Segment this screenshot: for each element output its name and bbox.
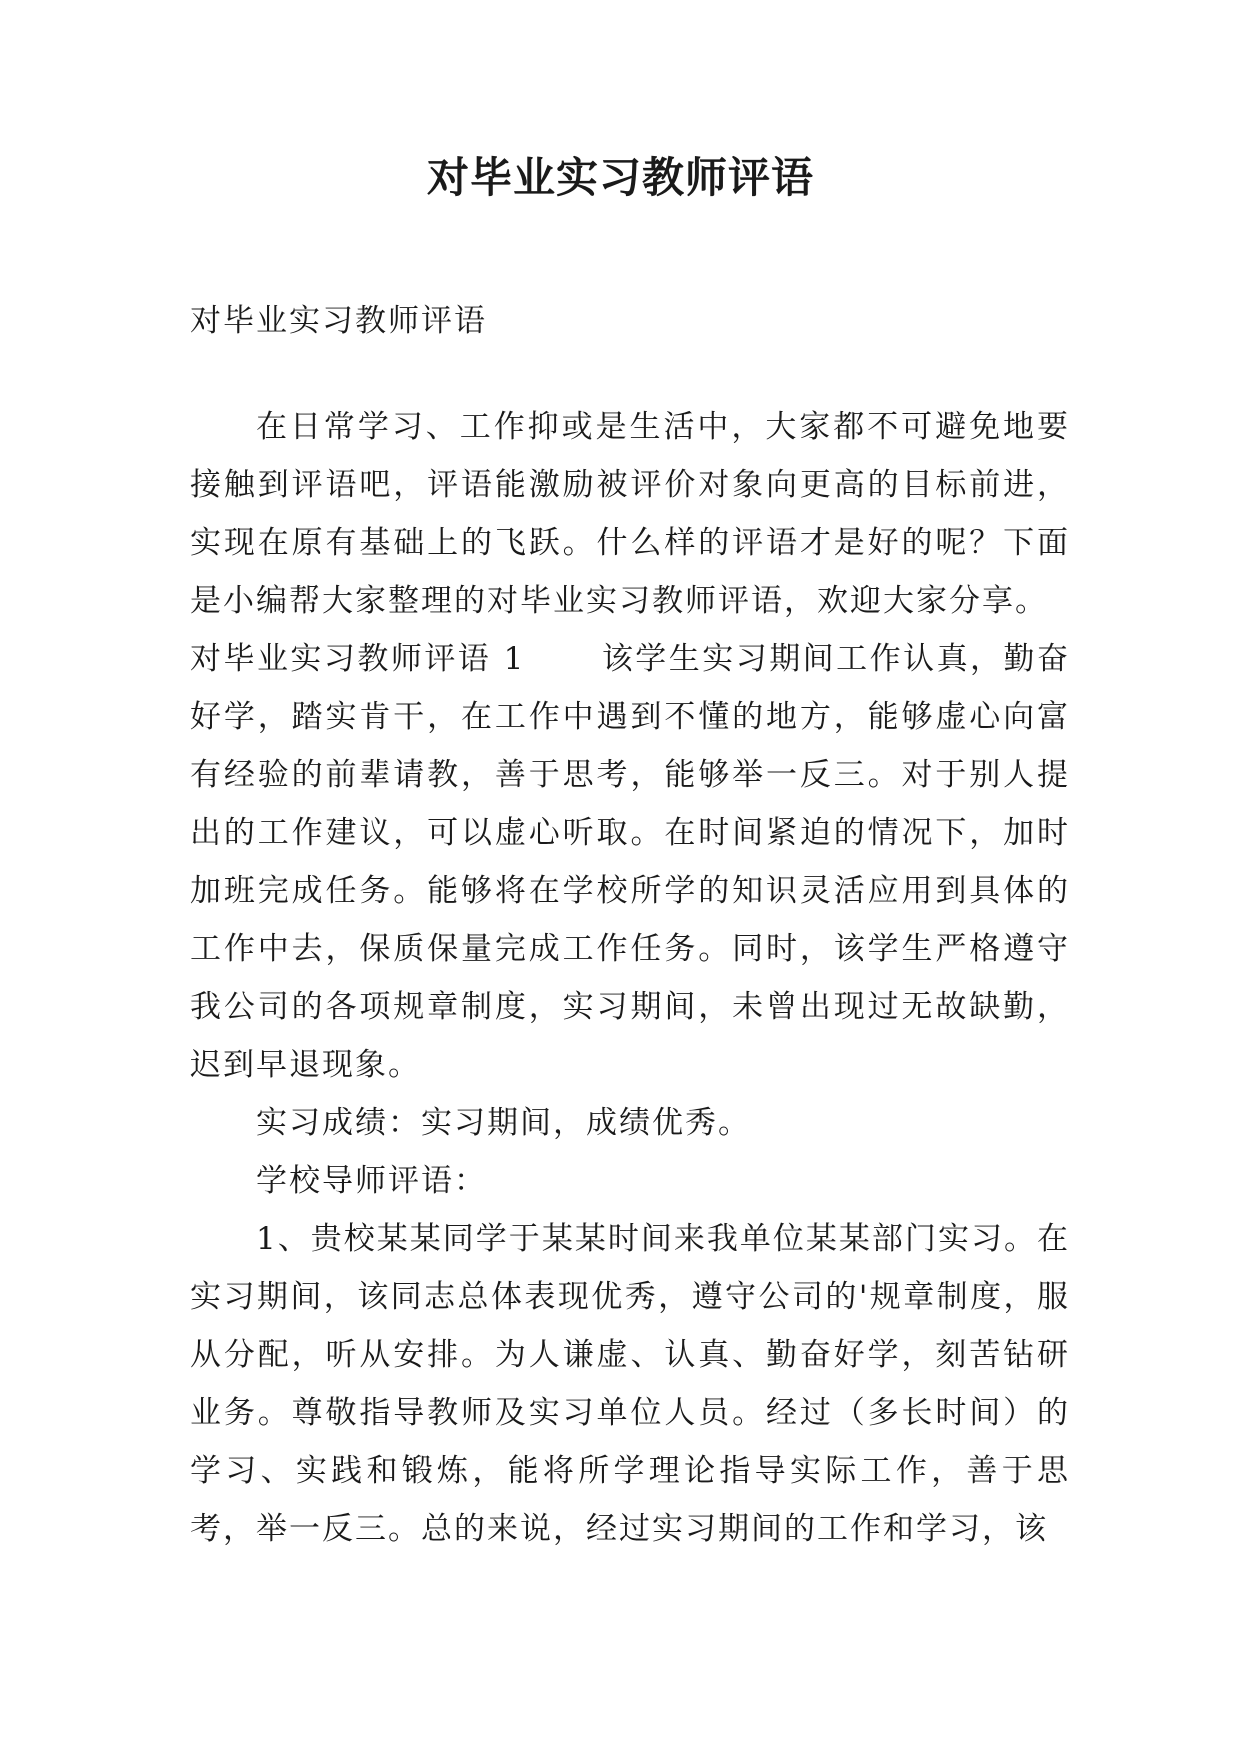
document-title: 对毕业实习教师评语 <box>426 153 814 202</box>
section-1-paragraph <box>190 630 1070 1094</box>
section-1-body: 该学生实习期间工作认真，勤奋好学，踏实肯干，在工作中遇到不懂的地方，能够虚心向富有经验的前辈请教，善于思考，能够举一反三。对于别人提出的工作建议，可以虚心听取。在时间紧迫的情况下，加时加班完成任务。能够将在学校所学的知识灵活应用到具体的工作中去，保质保量完成工作任务。同时，该学生严格遵守我公司的各项规章制度，实习期间，未曾出现过无故缺勤，迟到早退现象。 <box>190 641 1071 1083</box>
intro-paragraph: 在日常学习、工作抑或是生活中，大家都不可避免地要接触到评语吧，评语能激励被评价对象向更高的目标前进，实现在原有基础上的飞跃。什么样的评语才是好的呢？下面是小编帮大家整理的对毕业实习教师评语，欢迎大家分享。 <box>190 409 1070 619</box>
document-body <box>190 292 1070 1558</box>
grade-paragraph: 实习成绩：实习期间，成绩优秀。 <box>256 1105 751 1141</box>
section-1-heading: 对毕业实习教师评语 1 <box>190 641 526 677</box>
document-subtitle: 对毕业实习教师评语 <box>190 303 487 339</box>
mentor-item-1: 1、贵校某某同学于某某时间来我单位某某部门实习。在实习期间，该同志总体表现优秀，遵守公司的'规章制度，服从分配，听从安排。为人谦虚、认真、勤奋好学，刻苦钻研业务。尊敬指导教师及实习单位人员。经过（多长时间）的学习、实践和锻炼，能将所学理论指导实际工作，善于思考，举一反三。总的来说，经过实习期间的工作和学习，该 <box>190 1221 1070 1547</box>
mentor-heading: 学校导师评语： <box>256 1163 487 1199</box>
